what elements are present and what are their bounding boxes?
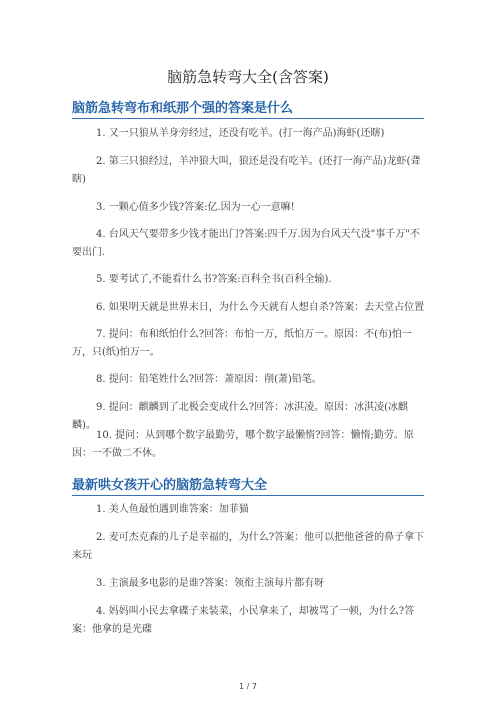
list-item bbox=[72, 371, 426, 389]
item-number: 1. bbox=[96, 128, 106, 139]
section-heading-1: 脑筋急转弯布和纸那个强的答案是什么 bbox=[72, 97, 424, 119]
item-text: 第三只狼经过，羊冲狼大叫，狼还是没有吃羊。(还打一海产品)龙虾(聋瞎) bbox=[72, 156, 421, 185]
item-number: 9. bbox=[96, 402, 106, 413]
list-item bbox=[72, 226, 426, 262]
item-text: 又一只狼从羊身旁经过，还没有吃羊。(打一海产品)海虾(还瞎) bbox=[108, 128, 385, 139]
item-number: 2. bbox=[96, 156, 106, 167]
list-item bbox=[72, 326, 426, 362]
item-number: 1. bbox=[96, 504, 106, 515]
item-text: 提问：从到哪个数字最勤劳，哪个数字最懒惰?回答：懒惰;勤劳。原因：一不做二不休。 bbox=[72, 430, 414, 459]
item-number: 7. bbox=[96, 329, 106, 340]
list-item bbox=[72, 199, 426, 217]
item-number: 3. bbox=[96, 202, 106, 213]
item-number: 4. bbox=[96, 606, 106, 617]
list-item bbox=[72, 529, 426, 565]
item-text: 主演最多电影的是谁?答案：领衔主演每片都有呀 bbox=[108, 578, 325, 589]
list-item bbox=[72, 501, 426, 519]
item-number: 2. bbox=[96, 532, 106, 543]
item-number: 3. bbox=[96, 578, 106, 589]
item-number: 4. bbox=[96, 229, 106, 240]
section-heading-2: 最新哄女孩开心的脑筋急转弯大全 bbox=[72, 474, 424, 496]
item-text: 美人鱼最怕遇到谁答案：加菲猫 bbox=[108, 504, 249, 515]
item-text: 如果明天就是世界末日，为什么今天就有人想自杀?答案：去天堂占位置 bbox=[108, 302, 425, 313]
item-text: 提问：铅笔姓什么?回答：萧原因：削(萧)铅笔。 bbox=[108, 374, 322, 385]
item-text: 台风天气要带多少钱才能出门?答案:四千万.因为台风天气没"事千万"不要出门. bbox=[72, 229, 420, 258]
document-title: 脑筋急转弯大全(含答案) bbox=[167, 68, 329, 86]
page-number: 1 / 7 bbox=[239, 682, 257, 691]
item-number: 6. bbox=[96, 302, 106, 313]
list-item bbox=[72, 427, 426, 463]
item-text: 麦可杰克森的儿子是幸福的，为什么?答案：他可以把他爸爸的鼻子拿下来玩 bbox=[72, 532, 425, 561]
list-item bbox=[72, 299, 426, 317]
list-item bbox=[72, 153, 426, 189]
list-item bbox=[72, 125, 426, 143]
item-number: 5. bbox=[96, 274, 106, 285]
item-number: 8. bbox=[96, 374, 106, 385]
item-text: 要考试了,不能看什么书?答案:百科全书(百科全输). bbox=[108, 274, 332, 285]
list-item bbox=[72, 603, 426, 639]
list-item bbox=[72, 575, 426, 593]
list-item bbox=[72, 271, 426, 289]
item-text: 提问：布和纸怕什么?回答：布怕一万，纸怕万一。原因：不(布)怕一万，只(纸)怕万一。 bbox=[72, 329, 412, 358]
item-number: 10. bbox=[96, 430, 112, 441]
item-text: 妈妈叫小民去拿碟子来装菜，小民拿来了，却被骂了一顿，为什么?答案：他拿的是光碟 bbox=[72, 606, 415, 635]
item-text: 提问：麒麟到了北极会变成什么?回答：冰淇凌。原因：冰淇凌(冰麒麟)。 bbox=[72, 402, 408, 431]
item-text: 一颗心值多少钱?答案:亿.因为一心一意嘛! bbox=[108, 202, 295, 213]
